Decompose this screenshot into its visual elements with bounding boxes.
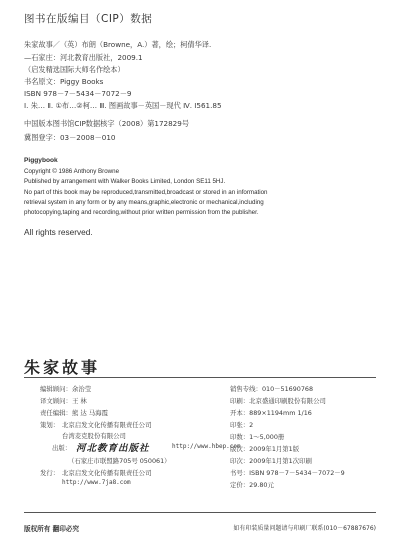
publisher-logo: 河北教育出版社 (76, 443, 150, 454)
footer-rights: 版权所有 翻印必究 (24, 525, 80, 533)
distributor-label: 发行： (40, 469, 60, 477)
cip-line: —石家庄：河北教育出版社，2009.1 (24, 53, 143, 62)
editor-advisor: 编辑顾问：余治莹 (40, 385, 92, 393)
planner-label: 策划： (40, 421, 60, 429)
copyright-line: Published by arrangement with Walker Books Limited, London SE11 5HJ. (24, 178, 226, 185)
cip-line: 书名原文：Piggy Books (24, 77, 104, 86)
bottom-divider (24, 512, 376, 513)
footer-quality-notice: 如有印装质量问题请与印刷厂联系(010－67887676) (233, 525, 376, 532)
sales-hotline: 销售专线：010－51690768 (230, 385, 314, 393)
cip-record-number: 中国版本图书馆CIP数据核字（2008）第172829号 (24, 119, 190, 128)
copyright-line: No part of this book may be reproduced,transmitted,broadcast or stored in an information (24, 189, 268, 196)
cip-line: 朱家故事／（英）布朗（Browne，A.）著，绘；柯倩华译. (24, 40, 212, 49)
planner-company-2: 台湾麦克股份有限公司 (62, 432, 126, 440)
printer: 印刷：北京盛通印刷股份有限公司 (230, 397, 326, 405)
publisher-url: http://www.hbep.com (172, 443, 241, 450)
all-rights-reserved: All rights reserved. (24, 227, 93, 237)
cip-line: （启发精选国际大师名作绘本） (24, 65, 125, 74)
copyright-line: retrieval system in any form or by any means,graphic,electronic or mechanical,including (24, 199, 264, 206)
copyright-registration: 冀图登字：03－2008－010 (24, 133, 116, 142)
cip-line: ISBN 978－7－5434－7072－9 (24, 89, 132, 98)
edition: 版次：2009年1月第1版 (230, 445, 300, 453)
cip-title: 图书在版编目（CIP）数据 (24, 13, 153, 25)
copyright-line: Copyright © 1986 Anthony Browne (24, 168, 120, 175)
cip-line: Ⅰ. 朱… Ⅱ. ①布…②柯… Ⅲ. 图画故事－英国－现代 Ⅳ. I561.85 (24, 101, 222, 110)
responsible-editor: 责任编辑：熊 达 马海霞 (40, 409, 108, 417)
publisher-label: 出版： (52, 444, 72, 452)
copyright-line: photocopying,taping and recording,without prior written permission from the publisher. (24, 209, 259, 216)
price: 定价：29.80元 (230, 481, 274, 489)
book-title: 朱家故事 (24, 358, 101, 377)
planner-company-1: 北京启发文化传播有限责任公司 (62, 421, 152, 429)
distributor-url: http://www.7ja8.com (62, 479, 131, 486)
printed-sheets: 印张：2 (230, 421, 254, 429)
distributor-company: 北京启发文化传播有限责任公司 (62, 469, 152, 477)
translation-advisor: 译文顾问：王 林 (40, 397, 87, 405)
top-divider (24, 377, 376, 378)
isbn: 书号：ISBN 978－7－5434－7072－9 (230, 469, 345, 477)
print-run: 印数：1～5,000册 (230, 433, 285, 441)
format: 开本：889×1194mm 1/16 (230, 409, 312, 417)
printing: 印次：2009年1月第1次印刷 (230, 457, 312, 465)
original-title: Piggybook (24, 157, 58, 164)
publisher-address: （石家庄市联盟路705号 050061） (68, 457, 171, 465)
